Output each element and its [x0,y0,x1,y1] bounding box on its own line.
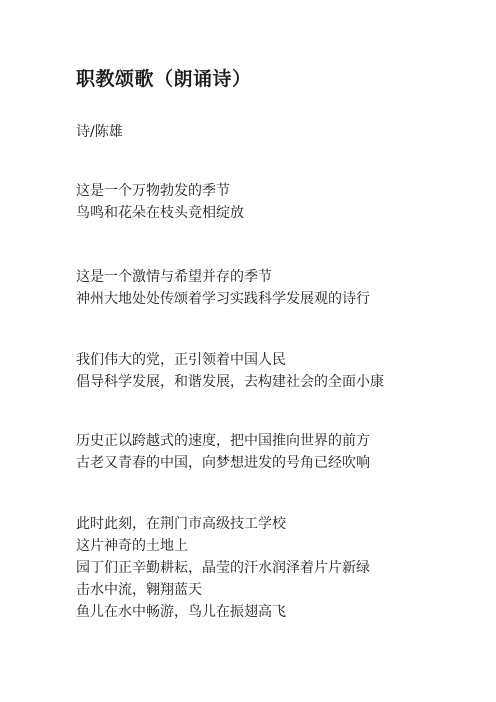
stanza-4 [76,430,370,474]
stanza-1 [76,180,244,224]
stanza-2 [76,266,370,310]
poem-line: 园丁们正辛勤耕耘，晶莹的汗水润泽着片片新绿 [76,560,370,576]
poem-line: 古老又青春的中国，向梦想进发的号角已经吹响 [76,455,370,471]
poem-line: 神州大地处处传颂着学习实践科学发展观的诗行 [76,291,370,307]
poem-line: 历史正以跨越式的速度，把中国推向世界的前方 [76,433,370,449]
poem-line: 倡导科学发展，和谐发展，去构建社会的全面小康 [76,374,384,390]
poem-line: 击水中流，翱翔蓝天 [76,582,202,598]
poem-line: 这是一个万物勃发的季节 [76,183,230,199]
poem-title: 职教颂歌（朗诵诗） [76,68,252,90]
poem-line: 鸟鸣和花朵在枝头竞相绽放 [76,205,244,221]
stanza-3 [76,349,384,393]
poem-line: 这片神奇的土地上 [76,538,188,554]
poem-line: 我们伟大的党，正引领着中国人民 [76,352,286,368]
poem-author: 诗/陈雄 [76,124,123,140]
poem-line: 鱼儿在水中畅游，鸟儿在振翅高飞 [76,604,286,620]
stanza-5 [76,513,370,623]
poem-line: 此时此刻，在荆门市高级技工学校 [76,516,286,532]
poem-line: 这是一个激情与希望并存的季节 [76,269,272,285]
